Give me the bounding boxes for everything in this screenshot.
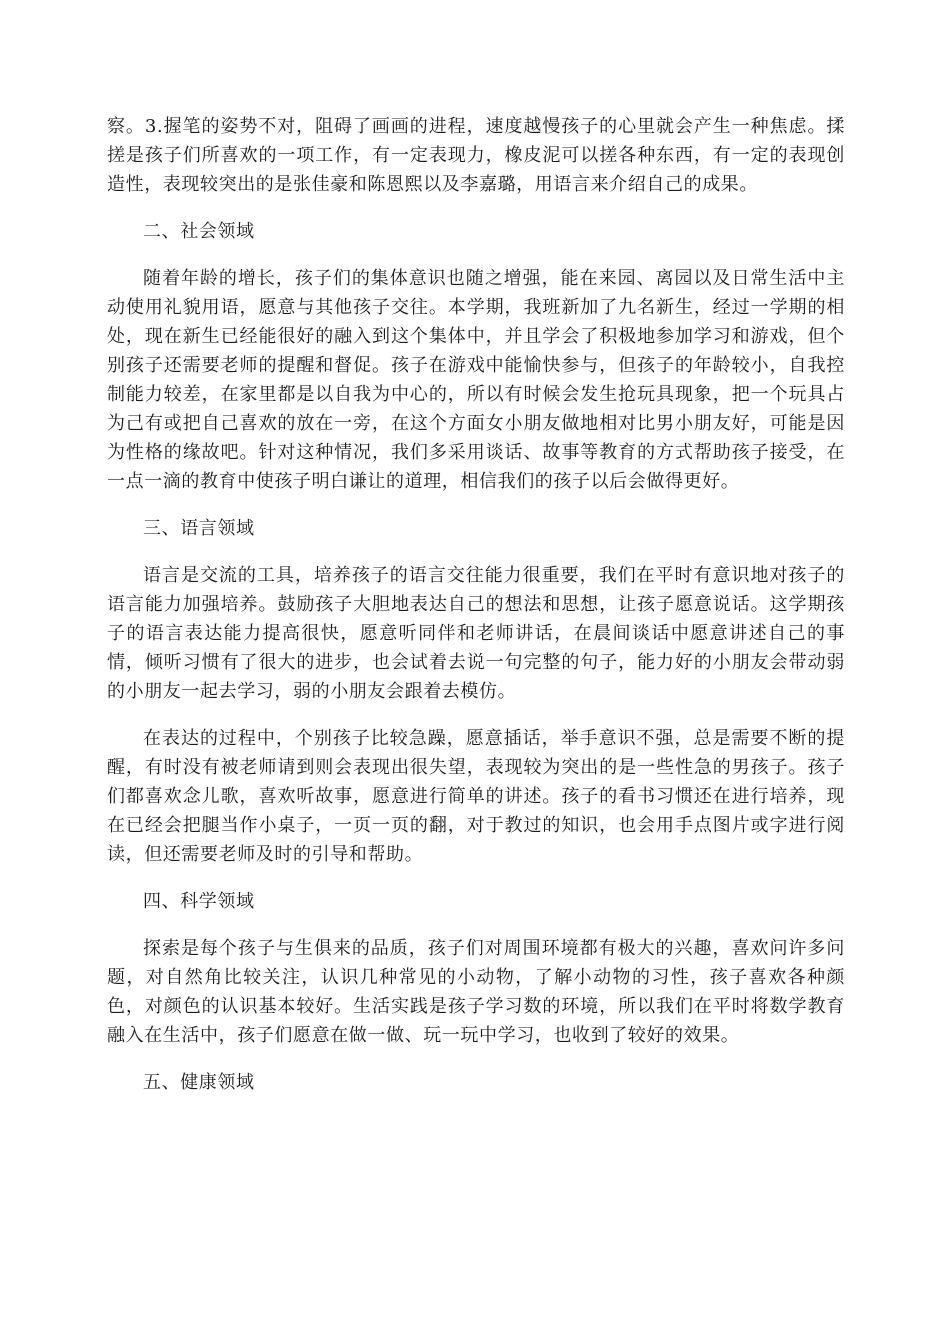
paragraph-language-1: 语言是交流的工具，培养孩子的语言交往能力很重要，我们在平时有意识地对孩子的语言能力加强培养。鼓励孩子大胆地表达自己的想法和思想，让孩子愿意说话。这学期孩子的语言表达能力提高很快，愿意听同伴和老师讲话，在晨间谈话中愿意讲述自己的事情，倾听习惯有了很大的进步，也会试着去说一句完整的句子，能力好的小朋友会带动弱的小朋友一起去学习，弱的小朋友会跟着去模仿。 [107, 565, 845, 702]
paragraph-social: 随着年龄的增长，孩子们的集体意识也随之增强，能在来园、离园以及日常生活中主动使用礼貌用语，愿意与其他孩子交往。本学期，我班新加了九名新生，经过一学期的相处，现在新生已经能很好的融入到这个集体中，并且学会了积极地参加学习和游戏，但个别孩子还需要老师的提醒和督促。孩子在游戏中能愉快参与，但孩子的年龄较小，自我控制能力较差，在家里都是以自我为中心的，所以有时候会发生抢玩具现象，把一个玩具占为己有或把自己喜欢的放在一旁，在这个方面女小朋友做地相对比男小朋友好，可能是因为性格的缘故吧。针对这种情况，我们多采用谈话、故事等教育的方式帮助孩子接受，在一点一滴的教育中使孩子明白谦让的道理，相信我们的孩子以后会做得更好。 [107, 268, 845, 492]
paragraph-language-2: 在表达的过程中，个别孩子比较急躁，愿意插话，举手意识不强，总是需要不断的提醒，有时没有被老师请到则会表现出很失望，表现较为突出的是一些性急的男孩子。孩子们都喜欢念儿歌，喜欢听故事，愿意进行简单的讲述。孩子的看书习惯还在进行培养，现在已经会把腿当作小桌子，一页一页的翻，对于教过的知识，也会用手点图片或字进行阅读，但还需要老师及时的引导和帮助。 [107, 728, 845, 865]
section-heading-health: 五、健康领域 [143, 1072, 255, 1093]
section-heading-social: 二、社会领域 [143, 221, 255, 242]
paragraph-art-continuation: 察。3.握笔的姿势不对，阻碍了画画的进程，速度越慢孩子的心里就会产生一种焦虑。揉搓是孩子们所喜欢的一项工作，有一定表现力，橡皮泥可以搓各种东西，有一定的表现创造性，表现较突出的是张佳豪和陈恩熙以及李嘉璐，用语言来介绍自己的成果。 [107, 116, 845, 195]
section-heading-science: 四、科学领域 [143, 891, 255, 912]
section-heading-language: 三、语言领域 [143, 518, 255, 539]
document-page [107, 112, 845, 1115]
paragraph-science: 探索是每个孩子与生俱来的品质，孩子们对周围环境都有极大的兴趣，喜欢问许多问题，对自然角比较关注，认识几种常见的小动物，了解小动物的习性，孩子喜欢各种颜色，对颜色的认识基本较好。生活实践是孩子学习数的环境，所以我们在平时将数学教育融入在生活中，孩子们愿意在做一做、玩一玩中学习，也收到了较好的效果。 [107, 938, 845, 1046]
